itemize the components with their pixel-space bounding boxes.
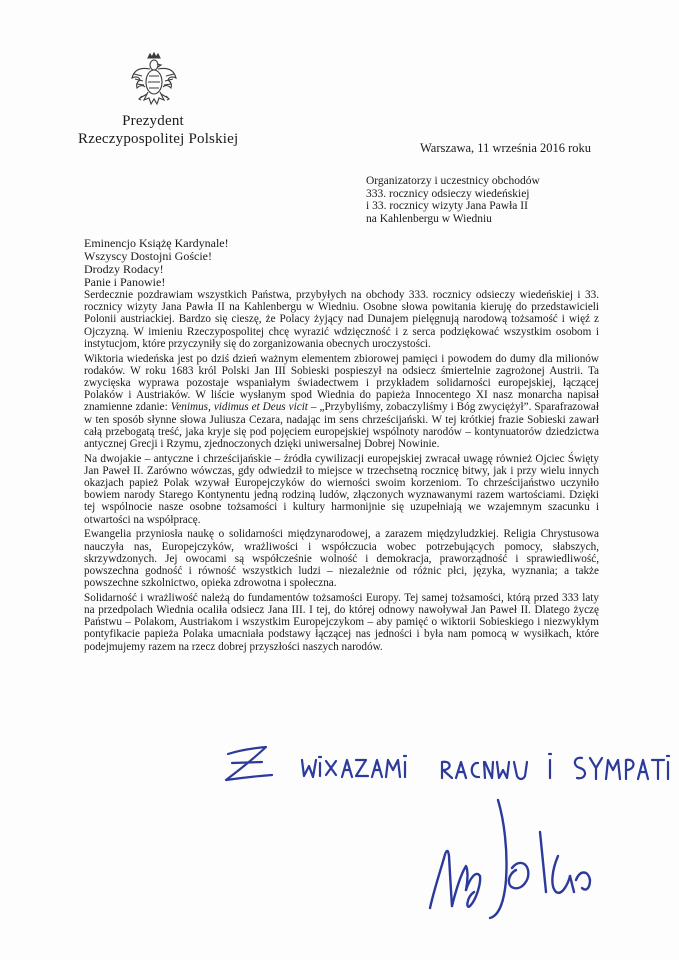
closing-handwritten xyxy=(226,747,669,780)
latin-quote: Venimus, vidimus et Deus vicit xyxy=(170,401,308,414)
salutation-line: Wszyscy Dostojni Goście! xyxy=(84,249,212,263)
signature xyxy=(430,800,590,918)
office-title-line1: Prezydent xyxy=(122,113,184,129)
salutation-line: Panie i Panowie! xyxy=(84,275,166,289)
body-paragraph-text: Sparafrazował w ten sposób słynne słowa Juliusza Cezara, nadając im sens chrześcijański. W tej krótkiej frazie Sobieski zawarł całą przebogatą treść, jaka kryje się pod pojęciem europejskiej wspólnoty narodów – kontynuatorów dziedzictwa antycznej Grecji i Rzymu, zjednoczonych dzięki uniwersalnej Dobrej Nowinie. xyxy=(84,401,600,450)
salutation-line: Eminencjo Książę Kardynale! xyxy=(84,236,229,250)
body-paragraph-text: Wiktoria wiedeńska jest po dziś dzień ważnym elementem zbiorowej pamięci i powodem do dumy dla milionów rodaków. W roku 1683 król Polski Jan III Sobieski pospieszył na odsiecz śmiertelnie zagrożonej Austrii. Ta zwycięska wyprawa pozostaje wspaniałym świadectwem i przykładem solidarności europejskiej, łączącej Polaków i Austriaków. W liście wysłanym spod Wiednia do papieża Innocentego XI nasz monarcha napisał znamienne zdanie: xyxy=(84,352,599,414)
body-paragraph: Na dwojakie – antyczne i chrześcijańskie – źródła cywilizacji europejskiej zwracał uwagę również Ojciec Święty Jan Paweł II. Zarówno wówczas, gdy odwiedził to miejsce w trzechsetną rocznicę bitwy, jak i przy wielu innych okazjach papież Polak wzywał Europejczyków do wierności swoim korzeniom. To chrześcijaństwo uczyniło bowiem narody Starego Kontynentu jedną rodziną ludów, złączonych wyznawanymi razem wartościami. Dzięki tej wspólnocie nasze osobne tożsamości i kultury harmonijnie się uzupełniają we wzajemnym szacunku i otwartości na współpracę. xyxy=(84,452,599,526)
addressee-line: na Kahlenbergu w Wiedniu xyxy=(366,212,492,225)
salutation-line: Drodzy Rodacy! xyxy=(84,262,164,276)
addressee-line: 333. rocznicy odsieczy wiedeńskiej xyxy=(366,187,530,200)
body-paragraph: Serdecznie pozdrawiam wszystkich Państwa, przybyłych na obchody 333. rocznicy odsieczy wiedeńskiej i 33. rocznicy wizyty Jana Pawła II na Kahlenbergu w Wiedniu. Osobne słowa powitania kieruję do przedstawicieli Polonii austriackiej. Bardzo się cieszę, że Polacy żyjący nad Dunajem pielęgnują narodową tożsamość i więź z Ojczyzną. W imieniu Rzeczypospolitej chcę wyrazić wdzięczność i z serca podziękować wszystkim osobom i instytucjom, które przyczyniły się do zorganizowania obecnych uroczystości. xyxy=(84,289,599,350)
addressee-line: Organizatorzy i uczestnicy obchodów xyxy=(366,175,540,187)
quote-translation: – „Przybyliśmy, zobaczyliśmy i Bóg zwyciężył”. xyxy=(310,401,532,414)
body-paragraph: Ewangelia przyniosła naukę o solidarności międzynarodowej, a zarazem międzyludzkiej. Religia Chrystusowa nauczyła nas, Europejczyków, wrażliwości i współczucia wobec potrzebujących pomocy, słabszych, skrzywdzonych. Jej owocami są współcześnie wolność i demokracja, praworządność i sprawiedliwość, powszechna godność i równość wszystkich ludzi – niezależnie od różnic płci, języka, wyznania; a także powszechne szkolnictwo, opieka zdrowotna i społeczna. xyxy=(84,528,599,590)
letter-date: Warszawa, 11 września 2016 roku xyxy=(420,141,592,155)
addressee-line: i 33. rocznicy wizyty Jana Pawła II xyxy=(366,200,528,212)
body-paragraph: Solidarność i wrażliwość należą do fundamentów tożsamości Europy. Tej samej tożsamości, którą przed 333 laty na przedpolach Wiednia ocaliła odsiecz Jana III. I tej, do której odnowy nawoływał Jan Paweł II. Dlatego życzę Państwu – Polakom, Austriakom i wszystkim Europejczykom – aby pamięć o wiktorii Sobieskiego i niezwykłym pontyfikacie papieża Polaka umacniała podstawy łączącej nas jedności i była nam pomocą w wysiłkach, które podejmujemy razem na rzecz dobrej przyszłości naszych narodów. xyxy=(84,591,599,653)
office-title-line2: Rzeczypospolitej Polskiej xyxy=(78,131,239,147)
